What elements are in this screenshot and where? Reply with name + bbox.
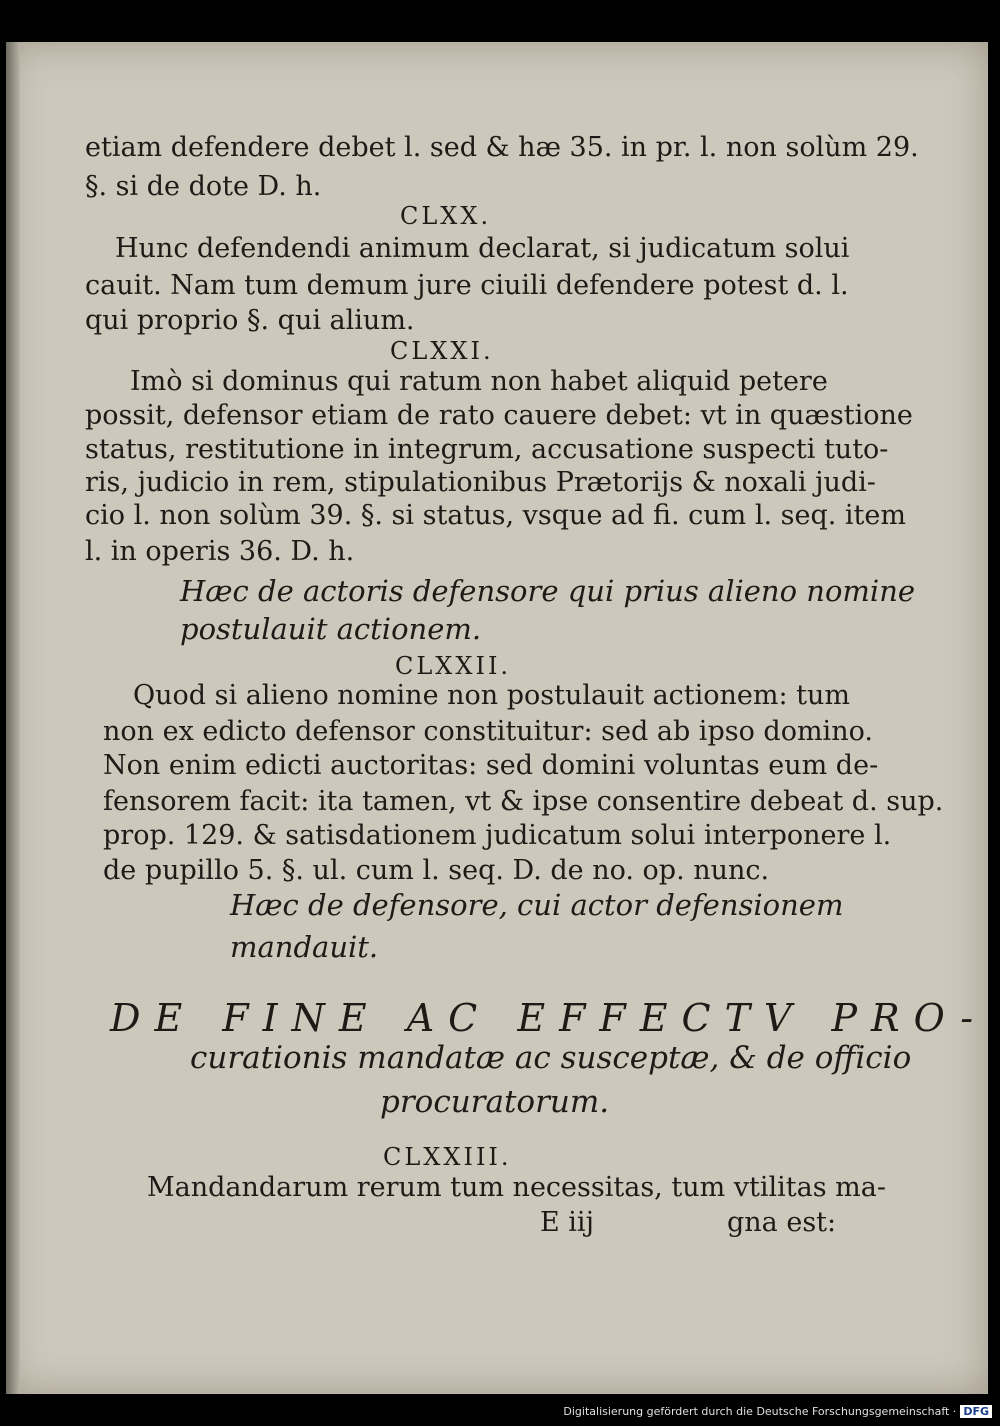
text-line: de pupillo 5. §. ul. cum l. seq. D. de no. op. nunc. [103, 855, 770, 886]
text-line: etiam defendere debet l. sed & hæ 35. in pr. l. non solùm 29. [85, 132, 919, 163]
text-line: cauit. Nam tum demum jure ciuili defendere potest d. l. [85, 270, 849, 301]
text-line: Mandandarum rerum tum necessitas, tum vtilitas ma- [147, 1172, 886, 1203]
text-line: §. si de dote D. h. [85, 171, 322, 202]
text-line: cio l. non solùm 39. §. si status, vsque ad fi. cum l. seq. item [85, 500, 906, 531]
text-line: l. in operis 36. D. h. [85, 536, 355, 567]
text-line: possit, defensor etiam de rato cauere debet: vt in quæstione [85, 400, 913, 431]
signature-mark: E iij [540, 1207, 594, 1238]
dfg-logo: DFG [960, 1405, 992, 1418]
italic-summary-line: Hæc de defensore, cui actor defensionem [230, 888, 844, 922]
digitization-credit [563, 1405, 992, 1418]
catchword: gna est: [727, 1207, 837, 1238]
italic-summary-line: postulauit actionem. [180, 612, 482, 646]
proposition-number: CLXXIII. [383, 1143, 512, 1171]
text-line: Quod si alieno nomine non postulauit actionem: tum [133, 680, 851, 711]
text-line: prop. 129. & satisdationem judicatum solui interponere l. [103, 820, 892, 851]
text-line: qui proprio §. qui alium. [85, 305, 415, 336]
section-heading-line: procuratorum. [380, 1084, 610, 1120]
proposition-number: CLXX. [400, 202, 492, 230]
page-gutter [6, 42, 20, 1394]
text-line: fensorem facit: ita tamen, vt & ipse consentire debeat d. sup. [103, 786, 944, 817]
section-heading: DE FINE AC EFFECTV PRO- [110, 996, 988, 1040]
credit-text: Digitalisierung gefördert durch die Deutsche Forschungsgemeinschaft · [563, 1405, 957, 1418]
text-line: status, restitutione in integrum, accusatione suspecti tuto- [85, 434, 889, 465]
text-line: ris, judicio in rem, stipulationibus Prætorijs & noxali judi- [85, 467, 876, 498]
section-heading-line: curationis mandatæ ac susceptæ, & de officio [190, 1040, 912, 1076]
italic-summary-line: mandauit. [230, 930, 379, 964]
text-line: Imò si dominus qui ratum non habet aliquid petere [130, 366, 828, 397]
proposition-number: CLXXI. [390, 337, 494, 365]
text-line: Hunc defendendi animum declarat, si judicatum solui [115, 233, 850, 264]
proposition-number: CLXXII. [395, 652, 512, 680]
text-line: Non enim edicti auctoritas: sed domini voluntas eum de- [103, 750, 879, 781]
text-line: non ex edicto defensor constituitur: sed ab ipso domino. [103, 716, 873, 747]
italic-summary-line: Hæc de actoris defensore qui prius alieno nomine [180, 574, 916, 608]
